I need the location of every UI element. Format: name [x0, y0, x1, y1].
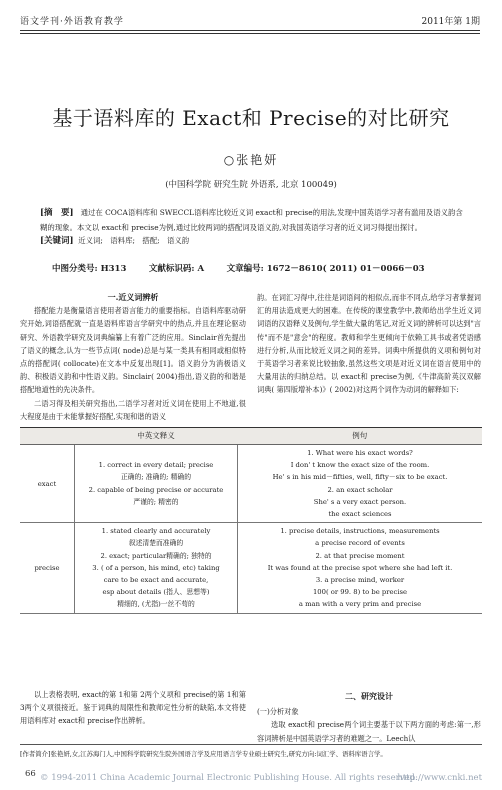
example-line: She' s a very exact person.: [313, 497, 407, 506]
keywords-text: 近义词; 语料库; 搭配; 语义韵: [78, 236, 190, 245]
definition-line: care to be exact and accurate,: [103, 576, 209, 585]
watermark-url: http://www.cnki.net: [397, 773, 482, 783]
definition-line: 2. capable of being precise or accurate: [88, 485, 224, 494]
abstract-block: [40, 206, 470, 249]
paragraph: 搭配能力是衡量语言使用者语言能力的重要指标。自语料库驱动研究开始,词语搭配就一直是语料库语言学研究中的热点,并且在理论驱动研究、外语教学研究及词典编纂上有着广泛的应用。Sinclair首先提出了语义的概念,认为一些节点词( node)总是与某一类具有相同或相似特点的搭配词( collocate)在文本中反复出现[1]。语义韵分为消极语义韵、积极语义韵和中性语义韵。Sinclair( 2004)指出,语义韵的和谐是搭配地道性的先决条件。: [20, 306, 246, 395]
author-affiliation: (中国科学院 研究生院 外语系, 北京 100049): [165, 180, 337, 190]
running-header: [20, 0, 480, 34]
header-rule: [20, 30, 480, 31]
keywords-label: [关键词]: [40, 236, 74, 246]
definitions-table: [20, 427, 482, 614]
left-column: [20, 291, 246, 423]
bottom-right-column: [257, 688, 481, 745]
keywords: [40, 234, 470, 249]
table-cell-definitions: [75, 523, 238, 613]
example-line: 100( or 99. 8) to be precise: [312, 588, 408, 597]
table-header-row: [20, 428, 482, 445]
paragraph: 二语习得及相关研究指出,二语学习者对近义词在使用上不地道,很大程度是由于未能掌握好搭配,实现和谐的语义: [20, 398, 246, 421]
example-line: He' s in his mid－fifties, well, fifty－six to be exact.: [272, 473, 448, 482]
journal-name: 语文学刊·外语教育教学: [20, 17, 124, 27]
definition-line: 1. stated clearly and accurately: [101, 527, 211, 536]
abstract-text: 通过在 COCA语料库和 SWECCL语料库比较近义词 exact和 precise的用法,发现中国英语学习者有滥用及语义韵含糊的现象。本文以 exact和 precise为例,通过比较两词的搭配词及语义韵,对我国英语学习者的近义词习得提出探讨。: [40, 208, 463, 232]
issue-number: 2011年第 1期: [421, 17, 480, 27]
paragraph: 以上表格表明, exact的第 1和第 2两个义项和 precise的第 1和第 3两个义项很接近。鉴于词典的局限性和教师定性分析的缺陷,本文将使用语料库对 exact和 precise作出辨析。: [20, 690, 246, 726]
table-cell-examples: [238, 445, 483, 523]
table-cell-word: precise: [20, 523, 75, 613]
table-cell-word: exact: [20, 445, 75, 523]
subsection-heading: (一)分析对象: [257, 707, 299, 717]
bottom-left-column: [20, 688, 246, 728]
example-line: a man with a very prim and precise: [298, 600, 422, 609]
example-line: 2. at that precise moment: [315, 551, 405, 560]
table-row: [20, 523, 482, 613]
classification-line: [52, 262, 472, 274]
definition-line: 精细的, (尤指)一丝不苟的: [117, 600, 195, 609]
article-title: 基于语料库的 Exact和 Precise的对比研究: [52, 106, 450, 130]
author-name: ○张艳妍: [223, 153, 279, 167]
section-heading: 二、研究设计: [345, 691, 393, 701]
page-number: 66: [25, 769, 36, 779]
article-number: 文章编号: 1672－8610( 2011) 01－0066－03: [226, 264, 425, 274]
table-cell-examples: [238, 523, 483, 613]
example-line: 2. an exact scholar: [327, 485, 393, 494]
right-column: [257, 291, 481, 397]
table-header-word: [20, 428, 75, 445]
table-header-definitions: 中英文释义: [75, 428, 238, 445]
copyright-watermark: © 1994-2011 China Academic Journal Electronic Publishing House. All rights reserved.: [40, 773, 418, 783]
definition-line: 严谨的; 精密的: [133, 497, 179, 506]
definition-line: 2. exact; particular精确的; 独特的: [100, 551, 212, 560]
footnote: [作者简介]张艳妍,女,江苏海门人,中国科学院研究生院外国语言学及应用语言学专业硕士研究生,研究方向:词汇学、语料库语言学。: [20, 744, 482, 758]
table-row: [20, 445, 482, 523]
example-line: I don' t know the exact size of the room.: [290, 461, 430, 470]
example-line: 1. What were his exact words?: [307, 449, 413, 457]
definition-line: 1. correct in every detail; precise: [98, 461, 214, 470]
definition-line: 叙述清楚而准确的: [128, 539, 184, 548]
paragraph: 韵。在词汇习得中,往往是词语间的相似点,而非不同点,给学习者掌握词汇的用法造成更大的困难。在传统的课堂教学中,教师给出学生近义词词语的汉语释义及例句,学生做大量的笔记,对近义词的辨析可以达到"言传"而不是"意会"的程度。教师和学生更倾向于依赖工具书或者凭语感进行分析,从而比较近义词之间的差异。词典中所提供的义项和例句对于英语学习者来说比较抽象,虽然这些文项是对近义词在语言使用中的大量用法的归纳总结。以 exact和 precise为例,《牛津高阶英汉双解词典( 第四版增补本)》( 2002)对这两个词作为动词的解释如下:: [257, 293, 481, 395]
example-line: It was found at the precise spot where she had left it.: [267, 563, 453, 572]
table-header-examples: 例句: [238, 428, 483, 445]
paragraph: 选取 exact和 precise两个词主要基于以下两方面的考虑:第一,形容词辨析是中国英语学习者的难题之一。Leech认: [257, 720, 481, 743]
example-line: 1. precise details, instructions, measurements: [280, 527, 440, 536]
definition-line: 正确的; 准确的; 精确的: [120, 473, 192, 482]
section-heading: 一.近义词辨析: [107, 292, 159, 302]
abstract: [40, 206, 470, 234]
abstract-label: [摘 要]: [40, 208, 74, 218]
document-code: 文献标识码: A: [148, 264, 205, 274]
example-line: 3. a precise mind, worker: [315, 576, 405, 585]
definition-line: 3. ( of a person, his mind, etc) taking: [92, 563, 220, 572]
definition-line: esp about details (指人、思想等): [102, 588, 210, 597]
example-line: the exact sciences: [328, 510, 392, 519]
example-line: a precise record of events: [315, 539, 405, 548]
clc-number: 中图分类号: H313: [52, 264, 127, 274]
table-cell-definitions: [75, 445, 238, 523]
header-rule-thin: [20, 33, 480, 34]
